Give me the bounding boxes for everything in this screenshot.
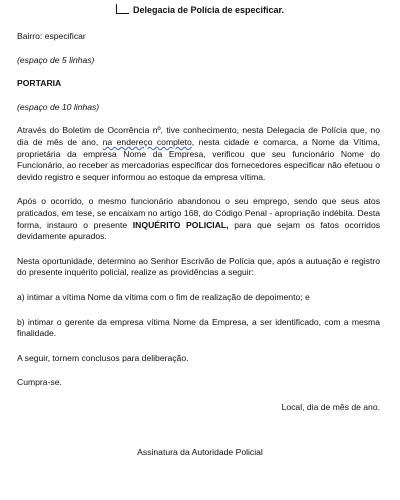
item-a: a) intimar a vítima Nome da vítima com o fim de realização de depoimento; e (17, 291, 310, 302)
cumpra-se-line: Cumpra-se. (17, 377, 62, 388)
address-placeholder: na endereço completo (102, 136, 192, 147)
bairro-line: Bairro: especificar (17, 31, 86, 41)
blank-line-mark (116, 4, 129, 14)
document-title-text: Delegacia de Polícia de especificar. (132, 5, 285, 15)
space-5-lines-note: (espaço de 5 linhas) (17, 54, 95, 65)
paragraph-1-part-2: , nesta cidade e comarca, a Nome da Vítima, proprietária da empresa Nome da Empresa, verificou que seu funcionário Nome do Funcionário, ao receber as mercadorias especificar dos fornecedores especificar não efetuou o devido registro e sequer informou ao estoque da empresa vítima. (17, 136, 380, 182)
signature-line: Assinatura da Autoridade Policial (137, 447, 263, 457)
conclusion-line: A seguir, tornem conclusos para deliberação. (17, 352, 189, 363)
paragraph-1 (17, 125, 380, 183)
paragraph-3: Nesta oportunidade, determino ao Senhor Escrivão de Polícia que, após a autuação e registro do presente inquérito policial, realize as providências a seguir: (17, 255, 380, 278)
paragraph-2-part-2: para que sejam os fatos ocorridos devidamente apurados. (17, 219, 381, 242)
place-date-line: Local, dia de mês de ano. (281, 401, 380, 412)
inquerito-policial-text: INQUÉRITO POLICIAL, (132, 219, 229, 230)
document-body (17, 31, 380, 413)
paragraph-1-part-1: Através do Boletim de Ocorrência nº, tive conhecimento, nesta Delegacia de Polícia que, no dia de mês de ano, (17, 125, 380, 147)
space-10-lines-note: (espaço de 10 linhas) (17, 101, 100, 112)
paragraph-2-part-1: Após o ocorrido, o mesmo funcionário abandonou o seu emprego, sendo que seus atos praticados, em tese, se encaixam no artigo 168, do Código Penal - apropriação indébita. Desta forma, instauro o presente (17, 196, 380, 230)
item-b: b) intimar o gerente da empresa vítima Nome da Empresa, a ser identificado, com a mesma finalidade. (17, 316, 380, 339)
document-title (0, 4, 400, 16)
portaria-heading: PORTARIA (17, 78, 62, 89)
paragraph-2 (17, 196, 380, 242)
